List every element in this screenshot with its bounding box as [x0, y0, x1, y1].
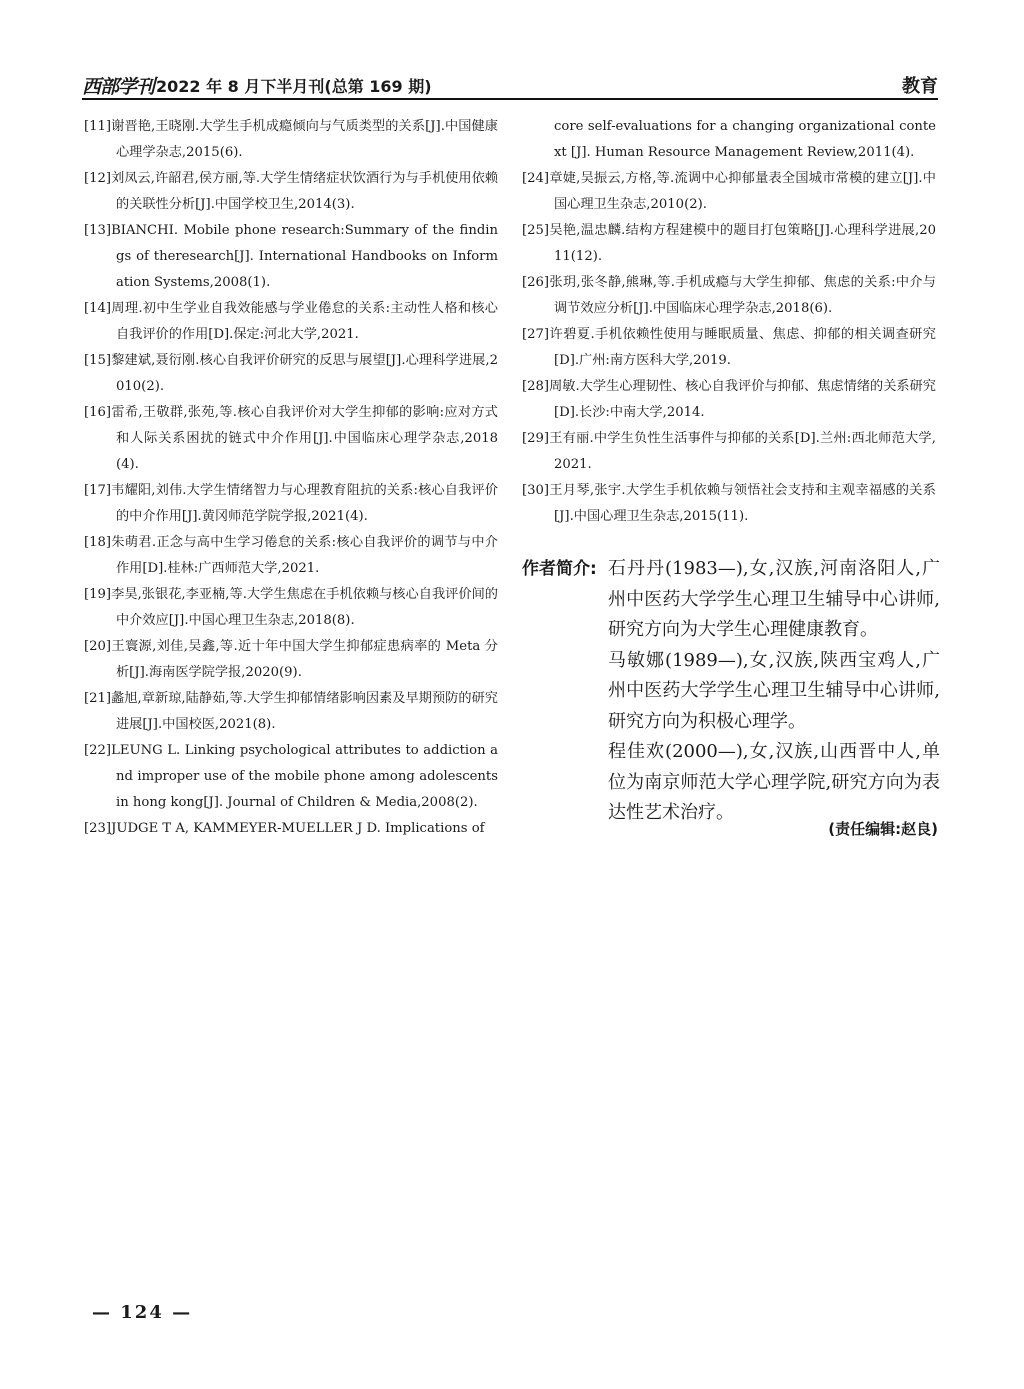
reference-text: 王月琴,张宇.大学生手机依赖与领悟社会支持和主观幸福感的关系[J].中国心理卫生杂志,2015(11). — [549, 483, 936, 524]
header-rule — [82, 98, 938, 100]
reference-text: 黎建斌,聂衍刚.核心自我评价研究的反思与展望[J].心理科学进展,2010(2). — [111, 353, 498, 394]
author-bio-paragraph: 程佳欢(2000—),女,汉族,山西晋中人,单位为南京师范大学心理学院,研究方向为表达性艺术治疗。 — [608, 741, 940, 823]
reference-text: 吴艳,温忠麟.结构方程建模中的题目打包策略[J].心理科学进展,2011(12). — [549, 223, 936, 264]
author-bio-paragraph: 马敏娜(1989—),女,汉族,陕西宝鸡人,广州中医药大学学生心理卫生辅导中心讲师,研究方向为积极心理学。 — [608, 649, 940, 732]
reference-text: 王寰源,刘佳,吴鑫,等.近十年中国大学生抑郁症患病率的 Meta 分析[J].海南医学院学报,2020(9). — [111, 639, 498, 680]
reference-number: [25] — [522, 223, 550, 238]
reference-number: [16] — [84, 405, 112, 420]
reference-continuation: core self-evaluations for a changing organizational context [J]. Human Resource Management Review,2011(4). — [554, 119, 936, 160]
reference-text: BIANCHI. Mobile phone research:Summary of the findings of theresearch[J]. International Handbooks on Information Systems,2008(1). — [111, 223, 498, 290]
reference-text: 章婕,吴振云,方格,等.流调中心抑郁量表全国城市常模的建立[J].中国心理卫生杂志,2010(2). — [549, 171, 936, 212]
reference-item — [84, 400, 498, 478]
reference-number: [30] — [522, 483, 550, 498]
reference-item — [522, 374, 936, 426]
reference-text: 张玥,张冬静,熊琳,等.手机成瘾与大学生抑郁、焦虑的关系:中介与调节效应分析[J].中国临床心理学杂志,2018(6). — [549, 275, 936, 316]
reference-number: [17] — [84, 483, 112, 498]
reference-number: [26] — [522, 275, 550, 290]
references-left-column — [84, 114, 498, 842]
reference-number: [23] — [84, 821, 112, 836]
reference-item — [522, 478, 936, 530]
author-bio-label: 作者简介: — [522, 559, 597, 579]
reference-number: [12] — [84, 171, 112, 186]
reference-number: [14] — [84, 301, 112, 316]
reference-text: 韦耀阳,刘伟.大学生情绪智力与心理教育阻抗的关系:核心自我评价的中介作用[J].黄冈师范学院学报,2021(4). — [111, 483, 498, 524]
reference-item — [522, 218, 936, 270]
issue-info: 2022 年 8 月下半月刊(总第 169 期) — [156, 77, 432, 96]
reference-text: 周敏.大学生心理韧性、核心自我评价与抑郁、焦虑情绪的关系研究[D].长沙:中南大学,2014. — [549, 379, 936, 420]
reference-text: 谢晋艳,王晓刚.大学生手机成瘾倾向与气质类型的关系[J].中国健康心理学杂志,2015(6). — [111, 119, 498, 160]
reference-text: 雷希,王敬群,张苑,等.核心自我评价对大学生抑郁的影响:应对方式和人际关系困扰的链式中介作用[J].中国临床心理学杂志,2018(4). — [111, 405, 498, 472]
reference-number: [18] — [84, 535, 112, 550]
reference-item — [84, 582, 498, 634]
reference-item — [84, 634, 498, 686]
reference-number: [19] — [84, 587, 112, 602]
reference-text: 许碧夏.手机依赖性使用与睡眠质量、焦虑、抑郁的相关调查研究[D].广州:南方医科大学,2019. — [549, 327, 936, 368]
reference-item — [84, 166, 498, 218]
section-title: 教育 — [902, 76, 938, 97]
page-number: — 124 — — [92, 1302, 193, 1323]
reference-text: 朱萌君.正念与高中生学习倦怠的关系:核心自我评价的调节与中介作用[D].桂林:广西师范大学,2021. — [111, 535, 498, 576]
reference-item — [522, 322, 936, 374]
reference-item — [84, 738, 498, 816]
reference-item — [84, 114, 498, 166]
reference-text: 王有丽.中学生负性生活事件与抑郁的关系[D].兰州:西北师范大学,2021. — [549, 431, 936, 472]
reference-item — [84, 218, 498, 296]
reference-number: [24] — [522, 171, 550, 186]
reference-text: 蠡旭,章新琼,陆静茹,等.大学生抑郁情绪影响因素及早期预防的研究进展[J].中国校医,2021(8). — [111, 691, 498, 732]
reference-item — [84, 296, 498, 348]
reference-number: [21] — [84, 691, 112, 706]
reference-number: [28] — [522, 379, 550, 394]
reference-text: LEUNG L. Linking psychological attributes to addiction and improper use of the mobile phone among adolescents in hong kong[J]. Journal of Children & Media,2008(2). — [111, 743, 498, 810]
journal-logo: 西部学刊 — [82, 76, 155, 98]
reference-item — [84, 686, 498, 738]
reference-number: [22] — [84, 743, 112, 758]
reference-number: [29] — [522, 431, 550, 446]
author-bio-body — [608, 554, 940, 829]
reference-item — [522, 426, 936, 478]
reference-item — [522, 270, 936, 322]
reference-item — [84, 348, 498, 400]
author-bio — [522, 554, 940, 829]
page-header — [82, 70, 938, 98]
reference-item — [84, 816, 498, 842]
reference-item — [84, 478, 498, 530]
reference-number: [20] — [84, 639, 112, 654]
author-bio-paragraph: 石丹丹(1983—),女,汉族,河南洛阳人,广州中医药大学学生心理卫生辅导中心讲师,研究方向为大学生心理健康教育。 — [608, 558, 940, 640]
reference-text: 李昊,张银花,李亚楠,等.大学生焦虑在手机依赖与核心自我评价间的中介效应[J].中国心理卫生杂志,2018(8). — [111, 587, 498, 628]
reference-number: [11] — [84, 119, 112, 134]
reference-number: [15] — [84, 353, 112, 368]
reference-number: [13] — [84, 223, 112, 238]
reference-text: 周理.初中生学业自我效能感与学业倦怠的关系:主动性人格和核心自我评价的作用[D].保定:河北大学,2021. — [111, 301, 498, 342]
reference-number: [27] — [522, 327, 550, 342]
reference-item — [84, 530, 498, 582]
responsible-editor: (责任编辑:赵良) — [828, 820, 938, 838]
reference-item — [522, 166, 936, 218]
references-right-column — [522, 114, 936, 530]
reference-text: 刘凤云,许韶君,侯方丽,等.大学生情绪症状饮酒行为与手机使用依赖的关联性分析[J].中国学校卫生,2014(3). — [111, 171, 498, 212]
reference-text: JUDGE T A, KAMMEYER-MUELLER J D. Implications of — [111, 821, 485, 836]
